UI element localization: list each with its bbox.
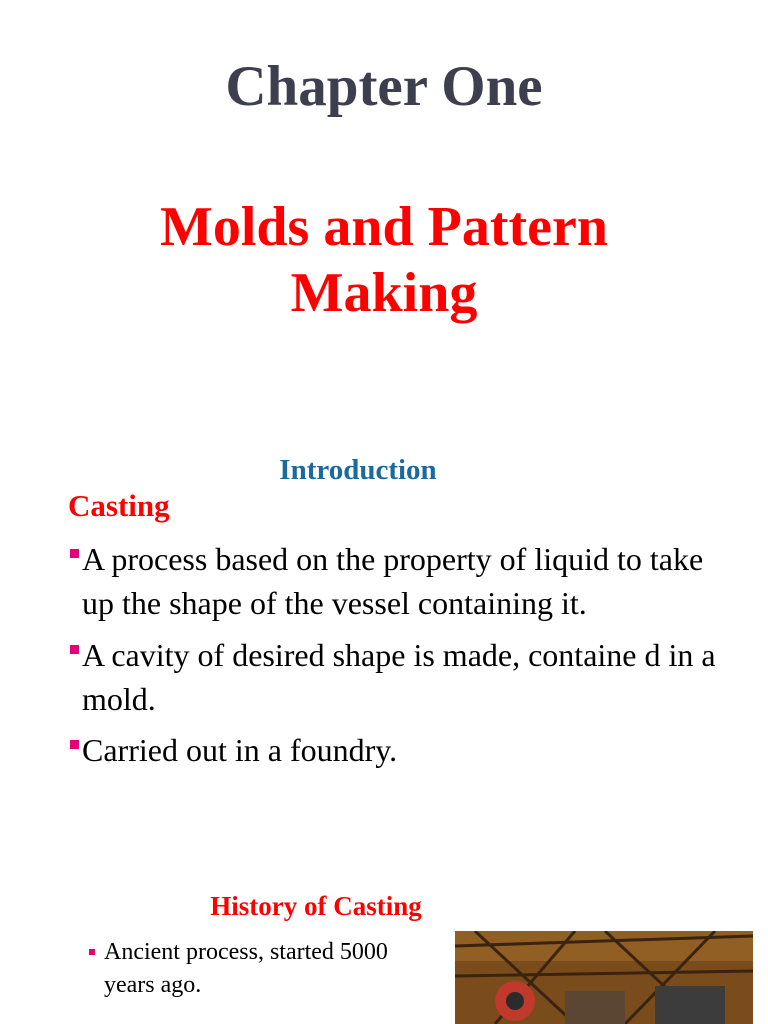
topic-title [0,194,768,326]
history-heading: History of Casting [210,891,422,921]
topic-title-line1: Molds and Pattern [160,196,608,258]
chapter-title: Chapter One [225,55,543,118]
list-item [68,633,728,721]
list-item [68,537,728,625]
list-item-text: A process based on the property of liquid to take up the shape of the vessel containing it. [82,541,704,621]
square-bullet-icon [70,645,79,654]
foundry-photo-icon [455,931,753,1024]
square-bullet-icon [70,740,79,749]
foundry-photo [455,931,753,1024]
topic-title-line2: Making [290,262,478,324]
casting-heading: Casting [68,488,170,523]
introduction-heading: Introduction [279,454,437,486]
list-item-text: Ancient process, started 5000 years ago. [104,939,388,998]
list-item-text: Carried out in a foundry. [82,732,398,768]
list-item [88,936,438,1002]
square-bullet-icon [70,549,79,558]
list-item-text: A cavity of desired shape is made, containe d in a mold. [82,637,716,717]
list-item [68,728,728,772]
square-bullet-icon [89,949,95,955]
